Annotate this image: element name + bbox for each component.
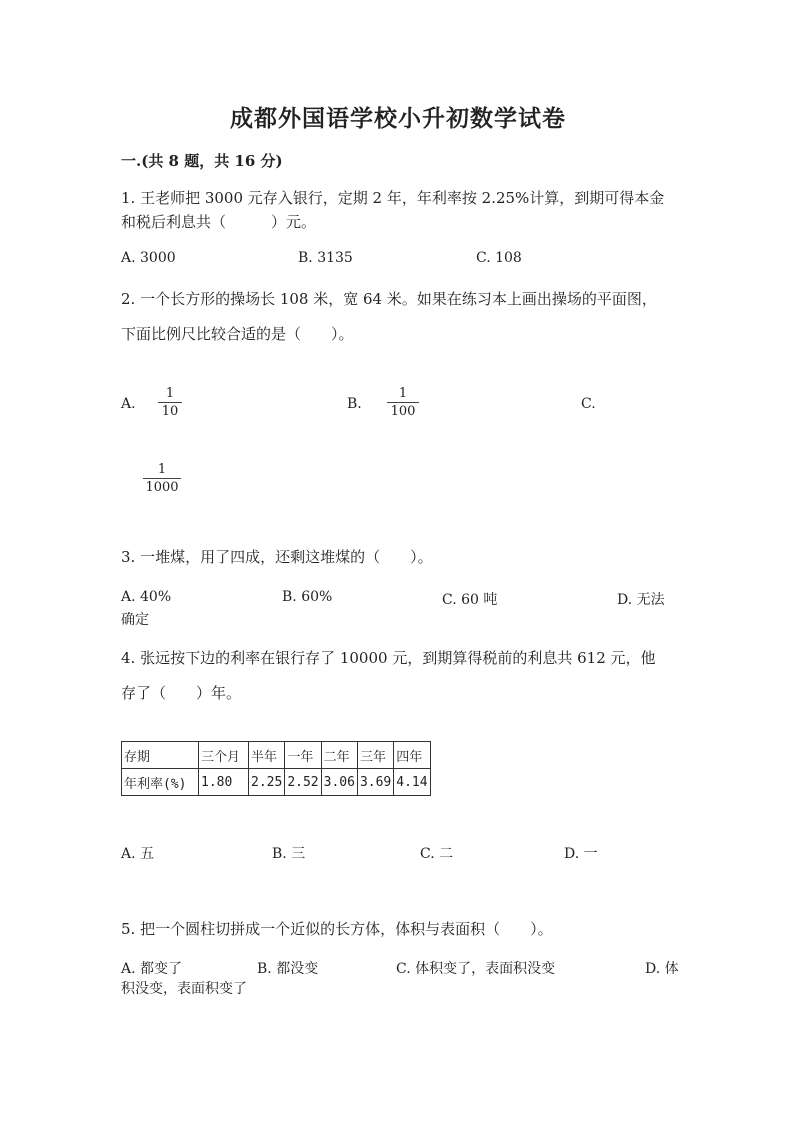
section-heading: 一.(共 8 题，共 16 分) — [121, 152, 283, 170]
table-header-cell: 存期 — [122, 742, 199, 769]
question-4-option-b[interactable]: B. 三 — [272, 846, 306, 862]
interest-rate-table — [121, 741, 431, 796]
question-1-line-2: 和税后利息共（ ）元。 — [121, 213, 317, 231]
page-title: 成都外国语学校小升初数学试卷 — [230, 105, 566, 132]
fraction-denominator: 1000 — [145, 480, 179, 495]
fraction-bar — [158, 402, 182, 403]
question-5-option-b[interactable]: B. 都没变 — [257, 961, 319, 977]
table-header-row — [122, 742, 431, 769]
question-4-option-a[interactable]: A. 五 — [121, 846, 155, 862]
question-2-option-c[interactable]: C. — [581, 396, 596, 412]
table-header-cell: 三个月 — [199, 742, 249, 769]
fraction-one-hundredth — [387, 386, 419, 419]
question-3-option-b[interactable]: B. 60% — [282, 589, 333, 605]
question-5-option-d-wrap: 积没变，表面积变了 — [121, 981, 247, 997]
table-cell: 3.06 — [321, 769, 357, 796]
question-1-option-b[interactable]: B. 3135 — [298, 250, 353, 266]
fraction-bar — [143, 478, 181, 479]
question-5-option-c[interactable]: C. 体积变了，表面积没变 — [396, 961, 556, 977]
question-2-line-2: 下面比例尺比较合适的是（ ）。 — [121, 325, 354, 343]
table-row — [122, 769, 431, 796]
question-4-option-d[interactable]: D. 一 — [564, 846, 598, 862]
fraction-denominator: 10 — [161, 404, 179, 419]
question-3-option-d[interactable]: D. 无法 — [617, 592, 665, 608]
question-3-option-d-wrap: 确定 — [121, 612, 149, 628]
question-3-option-c[interactable]: C. 60 吨 — [442, 592, 498, 608]
question-1-option-c[interactable]: C. 108 — [476, 250, 522, 266]
question-3-option-a[interactable]: A. 40% — [121, 589, 172, 605]
table-cell: 1.80 — [199, 769, 249, 796]
question-4-line-1: 4. 张远按下边的利率在银行存了 10000 元，到期算得税前的利息共 612 元，他 — [121, 649, 656, 667]
table-cell: 4.14 — [394, 769, 430, 796]
table-cell: 3.69 — [357, 769, 393, 796]
question-5-option-d[interactable]: D. 体 — [645, 961, 679, 977]
table-cell: 年利率(%) — [122, 769, 199, 796]
fraction-numerator: 1 — [157, 462, 167, 477]
table-header-cell: 四年 — [394, 742, 430, 769]
table-header-cell: 一年 — [285, 742, 321, 769]
question-2-option-a[interactable]: A. — [121, 396, 136, 412]
fraction-one-thousandth — [143, 462, 181, 495]
fraction-denominator: 100 — [390, 404, 416, 419]
question-2-line-1: 2. 一个长方形的操场长 108 米，宽 64 米。如果在练习本上画出操场的平面图， — [121, 290, 657, 308]
question-1-option-a[interactable]: A. 3000 — [121, 250, 176, 266]
fraction-bar — [387, 402, 419, 403]
question-2-option-b[interactable]: B. — [347, 396, 362, 412]
question-1-line-1: 1. 王老师把 3000 元存入银行，定期 2 年，年利率按 2.25%计算，到期可得本金 — [121, 189, 665, 207]
question-5-line-1: 5. 把一个圆柱切拼成一个近似的长方体，体积与表面积（ ）。 — [121, 920, 553, 938]
table-header-cell: 半年 — [249, 742, 285, 769]
table-cell: 2.52 — [285, 769, 321, 796]
fraction-one-tenth — [158, 386, 182, 419]
fraction-numerator: 1 — [398, 386, 408, 401]
table-cell: 2.25 — [249, 769, 285, 796]
question-3-line-1: 3. 一堆煤，用了四成，还剩这堆煤的（ ）。 — [121, 548, 433, 566]
question-4-option-c[interactable]: C. 二 — [420, 846, 454, 862]
table-header-cell: 二年 — [321, 742, 357, 769]
question-5-option-a[interactable]: A. 都变了 — [121, 961, 183, 977]
table-header-cell: 三年 — [357, 742, 393, 769]
fraction-numerator: 1 — [165, 386, 175, 401]
question-4-line-2: 存了（ ）年。 — [121, 684, 242, 702]
